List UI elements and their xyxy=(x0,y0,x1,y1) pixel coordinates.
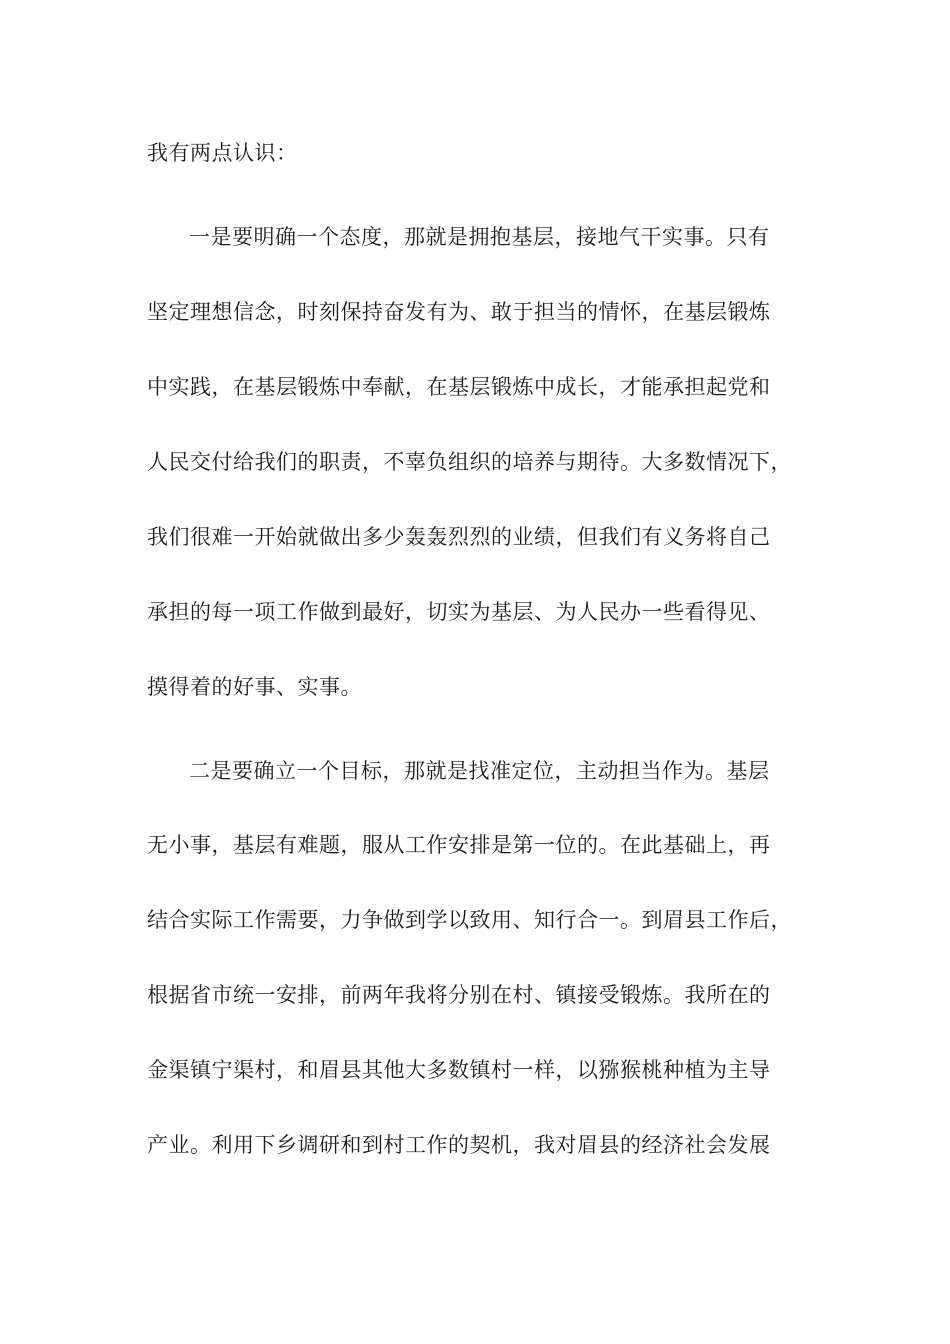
text-line: 结合实际工作需要，力争做到学以致用、知行合一。到眉县工作后， xyxy=(147,908,792,932)
text-line: 根据省市统一安排，前两年我将分别在村、镇接受锻炼。我所在的 xyxy=(147,983,771,1007)
text-line: 承担的每一项工作做到最好，切实为基层、为人民办一些看得见、 xyxy=(147,600,771,624)
text-line: 我们很难一开始就做出多少轰轰烈烈的业绩，但我们有义务将自己 xyxy=(147,525,771,549)
text-line: 产业。利用下乡调研和到村工作的契机，我对眉县的经济社会发展 xyxy=(147,1133,771,1157)
text-line: 中实践，在基层锻炼中奉献，在基层锻炼中成长，才能承担起党和 xyxy=(147,375,771,399)
text-line: 坚定理想信念，时刻保持奋发有为、敢于担当的情怀，在基层锻炼 xyxy=(147,300,771,324)
text-line: 无小事，基层有难题，服从工作安排是第一位的。在此基础上，再 xyxy=(147,833,771,857)
text-line: 摸得着的好事、实事。 xyxy=(147,675,362,699)
text-line: 一是要明确一个态度，那就是拥抱基层，接地气干实事。只有 xyxy=(189,225,770,249)
text-line: 金渠镇宁渠村，和眉县其他大多数镇村一样，以猕猴桃种植为主导 xyxy=(147,1058,771,1082)
text-line: 二是要确立一个目标，那就是找准定位，主动担当作为。基层 xyxy=(189,759,770,783)
text-line: 我有两点认识： xyxy=(147,141,298,165)
text-line: 人民交付给我们的职责，不辜负组织的培养与期待。大多数情况下， xyxy=(147,450,792,474)
